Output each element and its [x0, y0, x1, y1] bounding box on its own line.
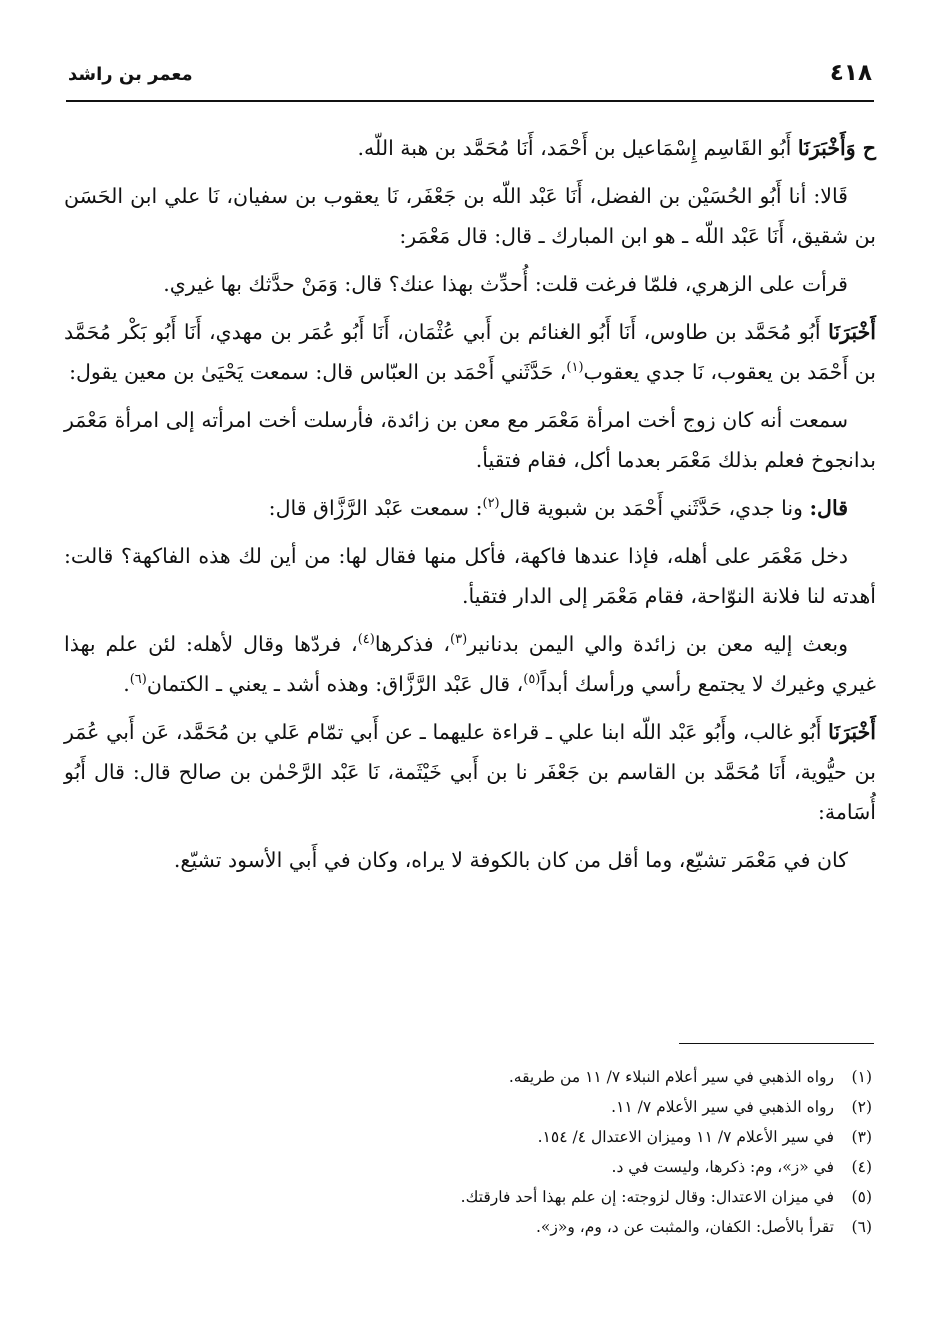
footnote [90, 1062, 872, 1092]
footnote-marker[interactable]: (٦) [129, 672, 147, 688]
footnote-text: رواه الذهبي في سير أعلام النبلاء ٧/ ١١ من طريقه. [508, 1068, 834, 1086]
footnote-text: تقرأ بالأصل: الكفان، والمثبت عن د، وم، و«ز». [536, 1218, 834, 1236]
footnote [90, 1182, 872, 1212]
footnote-marker[interactable]: (٥) [523, 672, 541, 688]
paragraph [64, 264, 876, 304]
paragraph-text: كان في مَعْمَر تشيّع، وما أقل من كان بالكوفة لا يراه، وكان في أَبي الأسود تشيّع. [173, 848, 848, 872]
footnote-number: (٦) [851, 1218, 872, 1236]
footnote [90, 1122, 872, 1152]
paragraph-text: ، قال عَبْد الرَّزَّاق: وهذه أشد ـ يعني ـ الكتمان [146, 672, 524, 696]
footnote-marker[interactable]: (٣) [450, 632, 468, 648]
paragraph [64, 488, 876, 528]
paragraph-text: ، فذكرها [374, 632, 451, 656]
chain-lead: أَخْبَرَنَا [828, 320, 876, 344]
paragraph [64, 400, 876, 480]
footnote-text: في ميزان الاعتدال: وقال لزوجته: إن علم بهذا أحد فارقتك. [460, 1188, 834, 1206]
paragraph-text: أَبُو مُحَمَّد بن طاوس، أَنَا أَبُو الغنائم بن أَبي عُثْمَان، أَنَا أَبُو عُمَر بن مهدي، أَنَا أَبُو بَكْر مُحَمَّد بن أَحْمَد بن يعقوب، نَا جدي يعقوب [64, 320, 876, 384]
footnote-text: رواه الذهبي في سير الأعلام ٧/ ١١. [611, 1098, 834, 1116]
paragraph-text: . [123, 672, 130, 696]
paragraph-text: ، فردّها وقال لأهله: لئن علم بهذا غيري وغيرك لا يجتمع رأسي ورأسك أبداً [64, 632, 876, 696]
paragraph [64, 840, 876, 880]
chain-lead: قال: [809, 496, 848, 520]
paragraph-text: ونا جدي، حَدَّثَني أَحْمَد بن شبوية قال [499, 496, 810, 520]
footnote-marker[interactable]: (٢) [482, 496, 500, 512]
paragraph-text: سمعت أنه كان زوج أخت امرأة مَعْمَر مع معن بن زائدة، فأرسلت أخت امرأته إلى امرأة مَعْمَر بدانجوخ فعلم بذلك مَعْمَر بعدما أكل، فقام فتقيأ. [64, 408, 876, 472]
footnote-number: (٤) [851, 1158, 872, 1176]
footnote-number: (٥) [851, 1188, 872, 1206]
footnote-text: في «ز»، وم: ذكرها، وليست في د. [611, 1158, 834, 1176]
footnote [90, 1212, 872, 1242]
paragraph-text: أَبُو غالب، وأَبُو عَبْد اللّه ابنا علي ـ قراءة عليهما ـ عن أَبي تمّام عَلي بن مُحَمَّد، عَن أَبي عُمَر بن حيُّوية، أَنَا مُحَمَّد بن القاسم بن جَعْفَر نا بن أَبي خَيْثَمة، نَا عَبْد الرَّحْمٰن بن صالح قال: قال أَبُو أُسَامة: [64, 720, 876, 824]
footnote [90, 1152, 872, 1182]
footnote-number: (١) [851, 1068, 872, 1086]
footnote-text: في سير الأعلام ٧/ ١١ وميزان الاعتدال ٤/ ١٥٤. [537, 1128, 834, 1146]
paragraph-text: أَبُو القَاسِم إِسْمَاعيل بن أَحْمَد، أَنَا مُحَمَّد بن هبة اللّه. [357, 136, 798, 160]
footnotes [90, 1062, 872, 1242]
paragraph-text: دخل مَعْمَر على أهله، فإذا عندها فاكهة، فأكل منها فقال لها: من أين لك هذه الفاكهة؟ قالت: أهدته لنا فلانة النوّاحة، فقام مَعْمَر إلى الدار فتقيأ. [64, 544, 876, 608]
paragraph [64, 176, 876, 256]
page-number: ٤١٨ [829, 60, 872, 86]
paragraph [64, 536, 876, 616]
page-header [66, 58, 874, 98]
footnote-rule [679, 1043, 874, 1044]
paragraph-text: وبعث إليه معن بن زائدة والي اليمن بدنانير [467, 632, 848, 656]
paragraph-text: قَالا: أنا أَبُو الحُسَيْن بن الفضل، أَنَا عَبْد اللّه بن جَعْفَر، نَا يعقوب بن سفيان، نَا علي ابن الحَسَن بن شقيق، أَنَا عَبْد اللّه ـ هو ابن المبارك ـ قال: قال مَعْمَر: [64, 184, 876, 248]
paragraph-text: : سمعت عَبْد الرَّزَّاق قال: [268, 496, 483, 520]
footnote-number: (٣) [851, 1128, 872, 1146]
paragraph-text: قرأت على الزهري، فلمّا فرغت قلت: أُحدِّث بهذا عنك؟ قال: وَمَنْ حدَّثك بها غيري. [163, 272, 848, 296]
main-text [64, 128, 876, 888]
paragraph [64, 624, 876, 704]
paragraph [64, 128, 876, 168]
chain-lead: ح وَأَخْبَرَنَا [797, 136, 876, 160]
footnote-number: (٢) [851, 1098, 872, 1116]
paragraph [64, 312, 876, 392]
paragraph-text: ، حَدَّثَني أَحْمَد بن العبّاس قال: سمعت يَحْيَىٰ بن معين يقول: [69, 360, 567, 384]
footnote [90, 1092, 872, 1122]
running-head: معمر بن راشد [68, 64, 193, 85]
chain-lead: أَخْبَرَنَا [828, 720, 876, 744]
footnote-marker[interactable]: (١) [566, 360, 584, 376]
header-rule [66, 100, 874, 102]
footnote-marker[interactable]: (٤) [357, 632, 375, 648]
paragraph [64, 712, 876, 832]
